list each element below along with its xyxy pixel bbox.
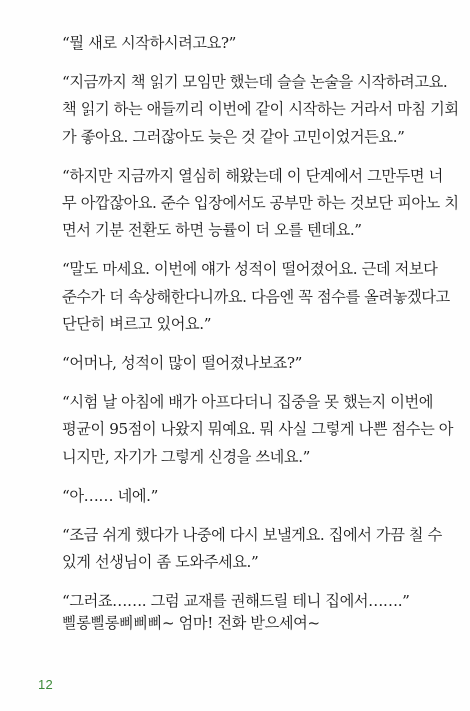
dialogue-paragraph — [62, 163, 459, 245]
text-line: 준수가 더 속상해한다니까요. 다음엔 꼭 점수를 올려놓겠다고 — [62, 287, 450, 306]
text-line: 평균이 95점이 나왔지 뭐예요. 뭐 사실 그렇게 나쁜 점수는 아 — [62, 420, 454, 439]
text-line: 면서 기분 전환도 하면 능률이 더 오를 텐데요.” — [62, 221, 362, 240]
text-line: “그러죠……. 그럼 교재를 권해드릴 테니 집에서…….” — [62, 592, 410, 611]
text-line: 단단히 벼르고 있어요.” — [62, 314, 212, 333]
dialogue-paragraph — [62, 522, 442, 576]
text-line: 니지만, 자기가 그렇게 신경을 쓰네요.” — [62, 447, 310, 466]
text-line: “말도 마세요. 이번에 얘가 성적이 떨어졌어요. 근데 저보다 — [62, 260, 438, 279]
text-line: “시험 날 아침에 배가 아프다더니 집중을 못 했는지 이번에 — [62, 393, 434, 412]
dialogue-paragraph — [62, 389, 454, 471]
text-line: 무 아깝잖아요. 준수 입장에서도 공부만 하는 것보단 피아노 치 — [62, 194, 459, 213]
body-text — [62, 30, 459, 628]
text-line: “아…… 네에.” — [62, 486, 158, 505]
dialogue-paragraph — [62, 256, 450, 338]
text-line: 있게 선생님이 좀 도와주세요.” — [62, 553, 259, 572]
text-line: “하지만 지금까지 열심히 해왔는데 이 단계에서 그만두면 너 — [62, 166, 443, 185]
text-line: “뭘 새로 시작하시려고요?” — [62, 34, 237, 52]
dialogue-paragraph — [62, 483, 432, 510]
text-line: “지금까지 책 읽기 모임만 했는데 슬슬 논술을 시작하려고요. — [62, 73, 448, 92]
text-line: 책 읽기 하는 애들끼리 이번에 같이 시작하는 거라서 마침 기회 — [62, 100, 459, 119]
page-number: 12 — [38, 677, 54, 692]
text-line: “어머나, 성적이 많이 떨어졌나보죠?” — [62, 354, 302, 373]
dialogue-paragraph — [62, 350, 432, 377]
dialogue-paragraph — [62, 30, 432, 57]
sound-effect-line: 삘롱삘롱삐삐삐~ 엄마! 전화 받으세여~ — [62, 614, 320, 632]
text-line: 가 좋아요. 그러잖아도 늦은 것 같아 고민이었거든요.” — [62, 127, 405, 146]
dialogue-paragraph — [62, 69, 459, 151]
text-line: “조금 쉬게 했다가 나중에 다시 보낼게요. 집에서 가끔 칠 수 — [62, 526, 442, 545]
